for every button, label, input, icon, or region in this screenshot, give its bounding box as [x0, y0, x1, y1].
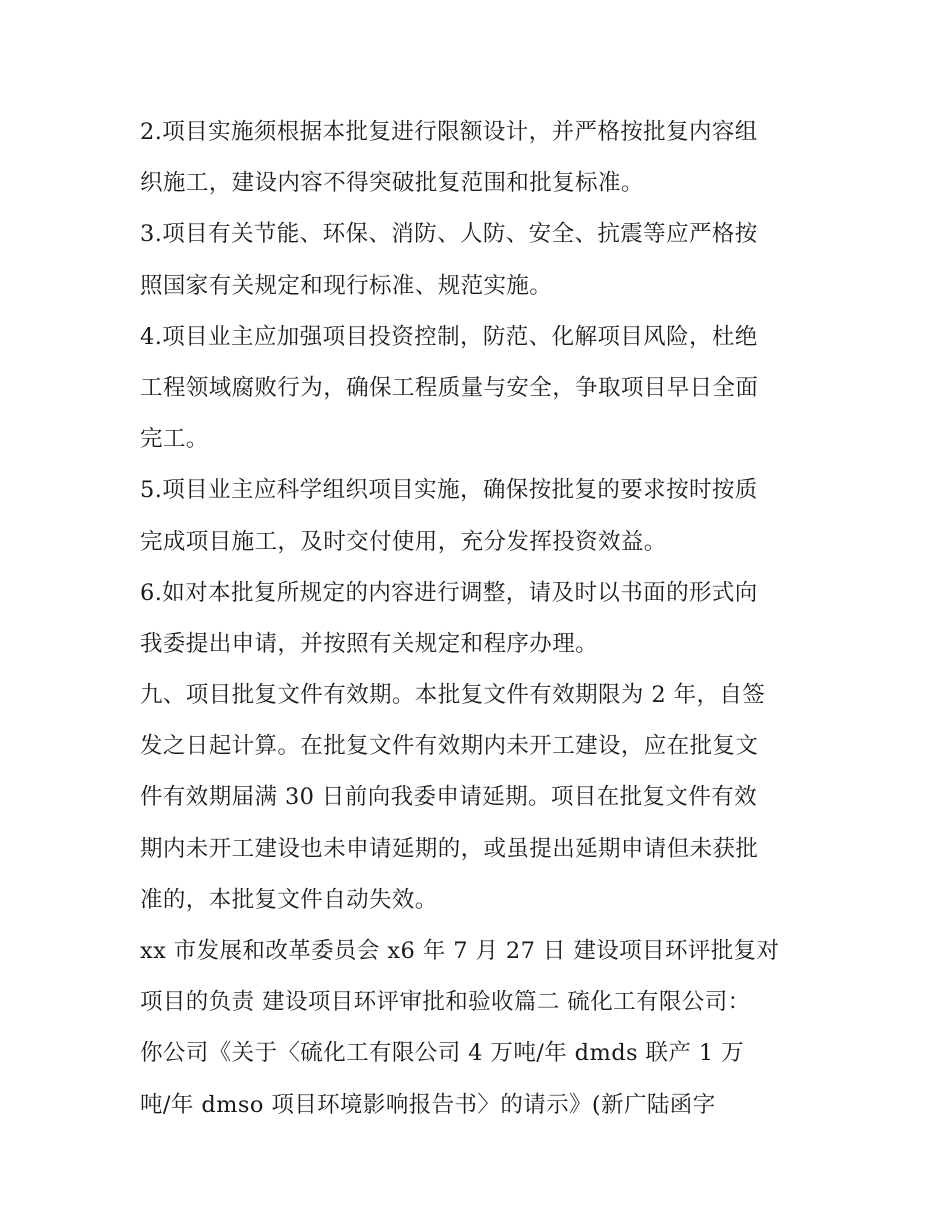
text-line: 期内未开工建设也未申请延期的，或虽提出延期申请但未获批 [140, 835, 759, 862]
text-line: 4.项目业主应加强项目投资控制，防范、化解项目风险，杜绝 [140, 323, 758, 350]
text-line: 6.如对本批复所规定的内容进行调整，请及时以书面的形式向 [140, 579, 758, 606]
text-line: 织施工，建设内容不得突破批复范围和批复标准。 [140, 170, 644, 197]
text-line: 3.项目有关节能、环保、消防、人防、安全、抗震等应严格按 [140, 221, 758, 248]
text-line: 吨/年 dmso 项目环境影响报告书〉的请示》(新广陆函字 [140, 1091, 716, 1118]
document-body [140, 107, 820, 1131]
text-line: 件有效期届满 30 日前向我委申请延期。项目在批复文件有效 [140, 784, 758, 811]
text-line: 项目的负责 建设项目环评审批和验收篇二 硫化工有限公司： [140, 989, 751, 1016]
text-line: 完工。 [140, 426, 209, 453]
text-line: 你公司《关于〈硫化工有限公司 4 万吨/年 dmds 联产 1 万 [140, 1040, 745, 1067]
text-line: 工程领域腐败行为，确保工程质量与安全，争取项目早日全面 [140, 374, 759, 401]
text-line: 我委提出申请，并按照有关规定和程序办理。 [140, 630, 599, 657]
text-line: 5.项目业主应科学组织项目实施，确保按批复的要求按时按质 [140, 477, 758, 504]
text-line: xx 市发展和改革委员会 x6 年 7 月 27 日 建设项目环评批复对 [140, 938, 780, 964]
text-line: 发之日起计算。在批复文件有效期内未开工建设，应在批复文 [140, 733, 759, 760]
text-line: 九、项目批复文件有效期。本批复文件有效期限为 2 年，自签 [140, 682, 766, 709]
text-line: 2.项目实施须根据本批复进行限额设计，并严格按批复内容组 [140, 119, 758, 145]
text-line: 完成项目施工，及时交付使用，充分发挥投资效益。 [140, 528, 667, 555]
text-line: 准的，本批复文件自动失效。 [140, 886, 438, 913]
text-line: 照国家有关规定和现行标准、规范实施。 [140, 272, 553, 299]
